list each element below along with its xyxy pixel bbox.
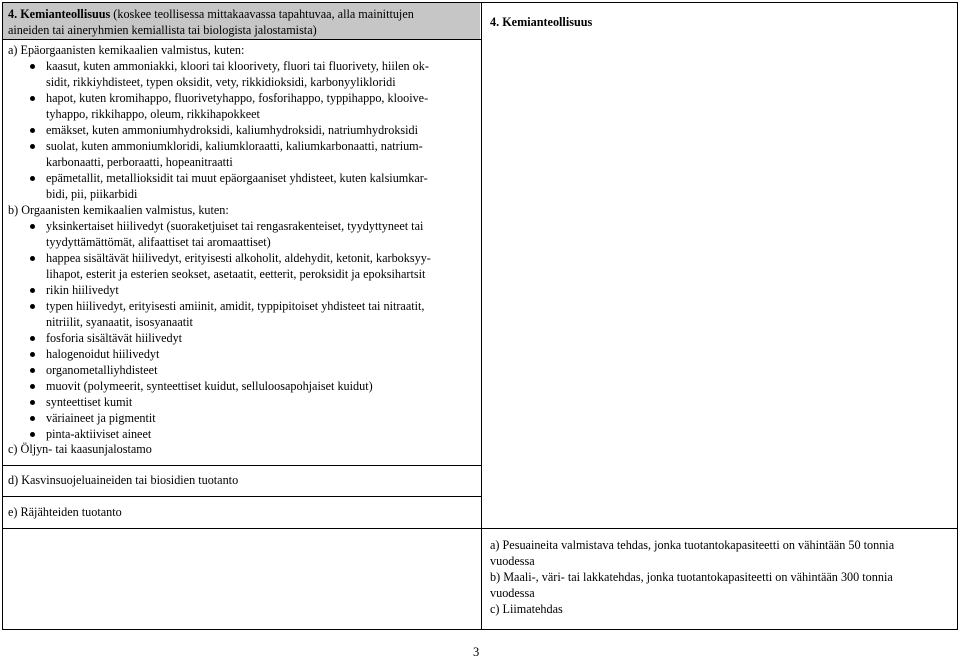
right-item-line: a) Pesuaineita valmistava tehdas, jonka tuotantokapasiteetti on vähintään 50 tonnia (490, 538, 895, 552)
left-header-line1-rest: (koskee teollisessa mittakaavassa tapahtuvaa, alla mainittujen (110, 7, 414, 21)
left-header-line2: aineiden tai aineryhmien kemiallista tai biologista jalostamista) (8, 23, 317, 37)
bullet-icon (30, 368, 35, 373)
page-number: 3 (473, 645, 480, 659)
row-divider-e (2, 528, 958, 529)
table-top-border (2, 2, 958, 3)
section-a-heading: a) Epäorgaanisten kemikaalien valmistus, kuten: (8, 43, 245, 57)
right-header-title: 4. Kemianteollisuus (490, 15, 593, 29)
section-a-item-line: sidit, rikkiyhdisteet, typen oksidit, vety, rikkidioksidi, karbonyylikloridi (46, 75, 396, 89)
section-d: d) Kasvinsuojeluaineiden tai biosidien tuotanto (8, 473, 239, 487)
section-a-item-line: emäkset, kuten ammoniumhydroksidi, kaliumhydroksidi, natriumhydroksidi (46, 123, 419, 137)
bullet-icon (30, 336, 35, 341)
section-b-item-line: tyydyttämättömät, alifaattiset tai aromaattiset) (46, 235, 271, 249)
section-b-item-line: pinta-aktiiviset aineet (46, 427, 152, 441)
bullet-icon (30, 288, 35, 293)
section-a-item-line: tyhappo, rikkihappo, oleum, rikkihapokkeet (46, 107, 260, 121)
section-b-item-line: fosforia sisältävät hiilivedyt (46, 331, 183, 345)
row-divider-d (2, 496, 481, 497)
section-b-item-line: halogenoidut hiilivedyt (46, 347, 160, 361)
section-c: c) Öljyn- tai kaasunjalostamo (8, 442, 152, 456)
left-header-line1 (8, 6, 414, 22)
left-header-title: 4. Kemianteollisuus (8, 7, 111, 21)
section-b-item-line: väriaineet ja pigmentit (46, 411, 156, 425)
section-a-item-line: hapot, kuten kromihappo, fluorivetyhappo, fosforihappo, typpihappo, klooive- (46, 91, 429, 105)
column-divider (481, 2, 482, 629)
right-item-line: b) Maali-, väri- tai lakkatehdas, jonka tuotantokapasiteetti on vähintään 300 tonnia (490, 570, 893, 584)
row-divider-c (2, 465, 481, 466)
section-b-item-line: rikin hiilivedyt (46, 283, 119, 297)
bullet-icon (30, 64, 35, 69)
section-b-heading: b) Orgaanisten kemikaalien valmistus, kuten: (8, 203, 229, 217)
section-e: e) Räjähteiden tuotanto (8, 505, 122, 519)
bullet-icon (30, 128, 35, 133)
table-bottom-border (2, 629, 958, 630)
section-a-item-line: karbonaatti, perboraatti, hopeanitraatti (46, 155, 233, 169)
section-a-item-line: suolat, kuten ammoniumkloridi, kaliumkloraatti, kaliumkarbonaatti, natrium- (46, 139, 423, 153)
section-a-item-line: epämetallit, metallioksidit tai muut epäorgaaniset yhdisteet, kuten kalsiumkar- (46, 171, 428, 185)
bullet-icon (30, 304, 35, 309)
section-b-item-line: organometalliyhdisteet (46, 363, 158, 377)
section-b-item-line: happea sisältävät hiilivedyt, erityisesti alkoholit, aldehydit, ketonit, karboksyy- (46, 251, 431, 265)
section-b-item-line: nitriilit, syanaatit, isosyanaatit (46, 315, 193, 329)
section-b-item-line: synteettiset kumit (46, 395, 133, 409)
bullet-icon (30, 432, 35, 437)
bullet-icon (30, 176, 35, 181)
bullet-icon (30, 256, 35, 261)
section-b-item-line: muovit (polymeerit, synteettiset kuidut, selluloosapohjaiset kuidut) (46, 379, 373, 393)
header-bottom-border (2, 39, 481, 40)
bullet-icon (30, 96, 35, 101)
right-item-line: vuodessa (490, 586, 535, 600)
right-item-line: vuodessa (490, 554, 535, 568)
section-b-item-line: yksinkertaiset hiilivedyt (suoraketjuiset tai rengasrakenteiset, tyydyttyneet tai (46, 219, 424, 233)
bullet-icon (30, 384, 35, 389)
bullet-icon (30, 352, 35, 357)
table-left-border (2, 2, 3, 629)
bullet-icon (30, 224, 35, 229)
section-a-item-line: kaasut, kuten ammoniakki, kloori tai kloorivety, fluori tai fluorivety, hiilen ok- (46, 59, 429, 73)
bullet-icon (30, 144, 35, 149)
table-right-border (957, 2, 958, 629)
bullet-icon (30, 416, 35, 421)
section-a-item-line: bidi, pii, piikarbidi (46, 187, 138, 201)
section-b-item-line: typen hiilivedyt, erityisesti amiinit, amidit, typpipitoiset yhdisteet tai nitraatit, (46, 299, 425, 313)
right-item-line: c) Liimatehdas (490, 602, 563, 616)
bullet-icon (30, 400, 35, 405)
section-b-item-line: lihapot, esterit ja esterien seokset, asetaatit, eetterit, peroksidit ja epoksihartsit (46, 267, 426, 281)
